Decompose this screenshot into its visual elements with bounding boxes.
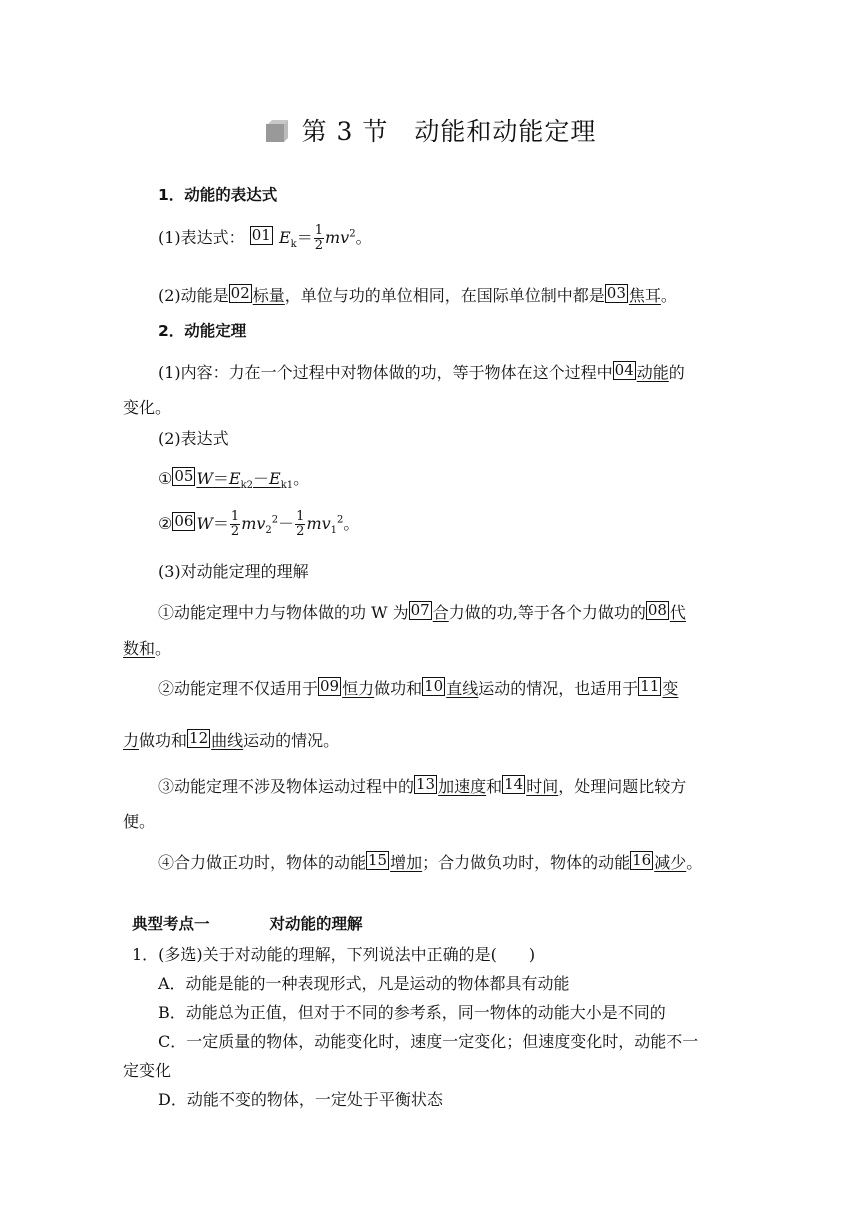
option-c-line2: 定变化 — [123, 1061, 172, 1080]
answer-box-08: 08 — [647, 601, 667, 619]
answer-box-15: 15 — [368, 851, 388, 869]
heading-kinetic-energy: 1．动能的表达式 — [158, 186, 278, 204]
expression-2: ② 06 W＝ $\frac{1}{2}$ $mv_2^2-$ $\frac{1}{2}$ $mv_1^2$。 — [158, 509, 360, 539]
expression-1: ① 05 $W=E_{k2}-E_{k1}$。 — [158, 467, 310, 492]
theorem-content-line2: 变化。 — [123, 398, 172, 417]
understanding-3-line2: 便。 — [123, 812, 156, 831]
understanding-1-line2: 数和。 — [123, 639, 172, 658]
answer-box-03: 03 — [606, 284, 626, 302]
understanding-2-line2: 力做功和 12 曲线运动的情况。 — [123, 729, 340, 750]
answer-box-07: 07 — [410, 601, 430, 619]
page-title — [0, 112, 860, 150]
understanding-2-line1: ②动能定理不仅适用于 09 恒力做功和 10 直线运动的情况，也适用于 11 变 — [158, 677, 679, 698]
heading-theorem: 2．动能定理 — [158, 322, 247, 340]
answer-box-13: 13 — [416, 775, 436, 793]
exam-heading: 典型考点一 对动能的理解 — [132, 915, 363, 933]
option-d: D．动能不变的物体，一定处于平衡状态 — [158, 1090, 443, 1109]
understanding-1-line1: ①动能定理中力与物体做的功 W 为 07 合力做的功,等于各个力做功的 08 代 — [158, 601, 686, 622]
answer-box-12: 12 — [189, 729, 209, 747]
theorem-content-line1: (1)内容：力在一个过程中对物体做的功，等于物体在这个过程中 04 动能的 — [158, 361, 685, 382]
answer-box-06: 06 — [174, 512, 194, 530]
title-text: 第 3 节 动能和动能定理 — [301, 117, 597, 146]
answer-box-10: 10 — [424, 677, 444, 695]
kinetic-energy-expression: (1)表达式： 01 $E_k=$ $\frac{1}{2}$ $mv^2$。 — [158, 223, 372, 253]
answer-box-09: 09 — [320, 677, 340, 695]
book-icon — [264, 118, 290, 150]
answer-box-11: 11 — [640, 677, 660, 695]
answer-box-02: 02 — [230, 284, 250, 302]
understanding-3-line1: ③动能定理不涉及物体运动过程中的 13 加速度和 14 时间，处理问题比较方 — [158, 775, 687, 796]
option-a: A．动能是能的一种表现形式，凡是运动的物体都具有动能 — [158, 974, 570, 993]
answer-box-05: 05 — [174, 467, 194, 485]
option-c-line1: C．一定质量的物体，动能变化时，速度一定变化；但速度变化时，动能不一 — [158, 1032, 699, 1051]
understanding-4: ④合力做正功时，物体的动能 15 增加；合力做负功时，物体的动能 16 减少。 — [158, 851, 703, 872]
option-b: B．动能总为正值，但对于不同的参考系，同一物体的动能大小是不同的 — [158, 1003, 666, 1022]
answer-box-01: 01 — [251, 226, 271, 244]
question-1: 1．(多选)关于对动能的理解，下列说法中正确的是( ) — [132, 945, 536, 964]
answer-box-16: 16 — [632, 851, 652, 869]
understanding-heading: (3)对动能定理的理解 — [158, 562, 309, 581]
kinetic-energy-unit-line: (2)动能是 02 标量，单位与功的单位相同，在国际单位制中都是 03 焦耳。 — [158, 284, 677, 305]
expression-heading: (2)表达式 — [158, 429, 229, 448]
answer-box-14: 14 — [504, 775, 524, 793]
answer-box-04: 04 — [614, 361, 634, 379]
